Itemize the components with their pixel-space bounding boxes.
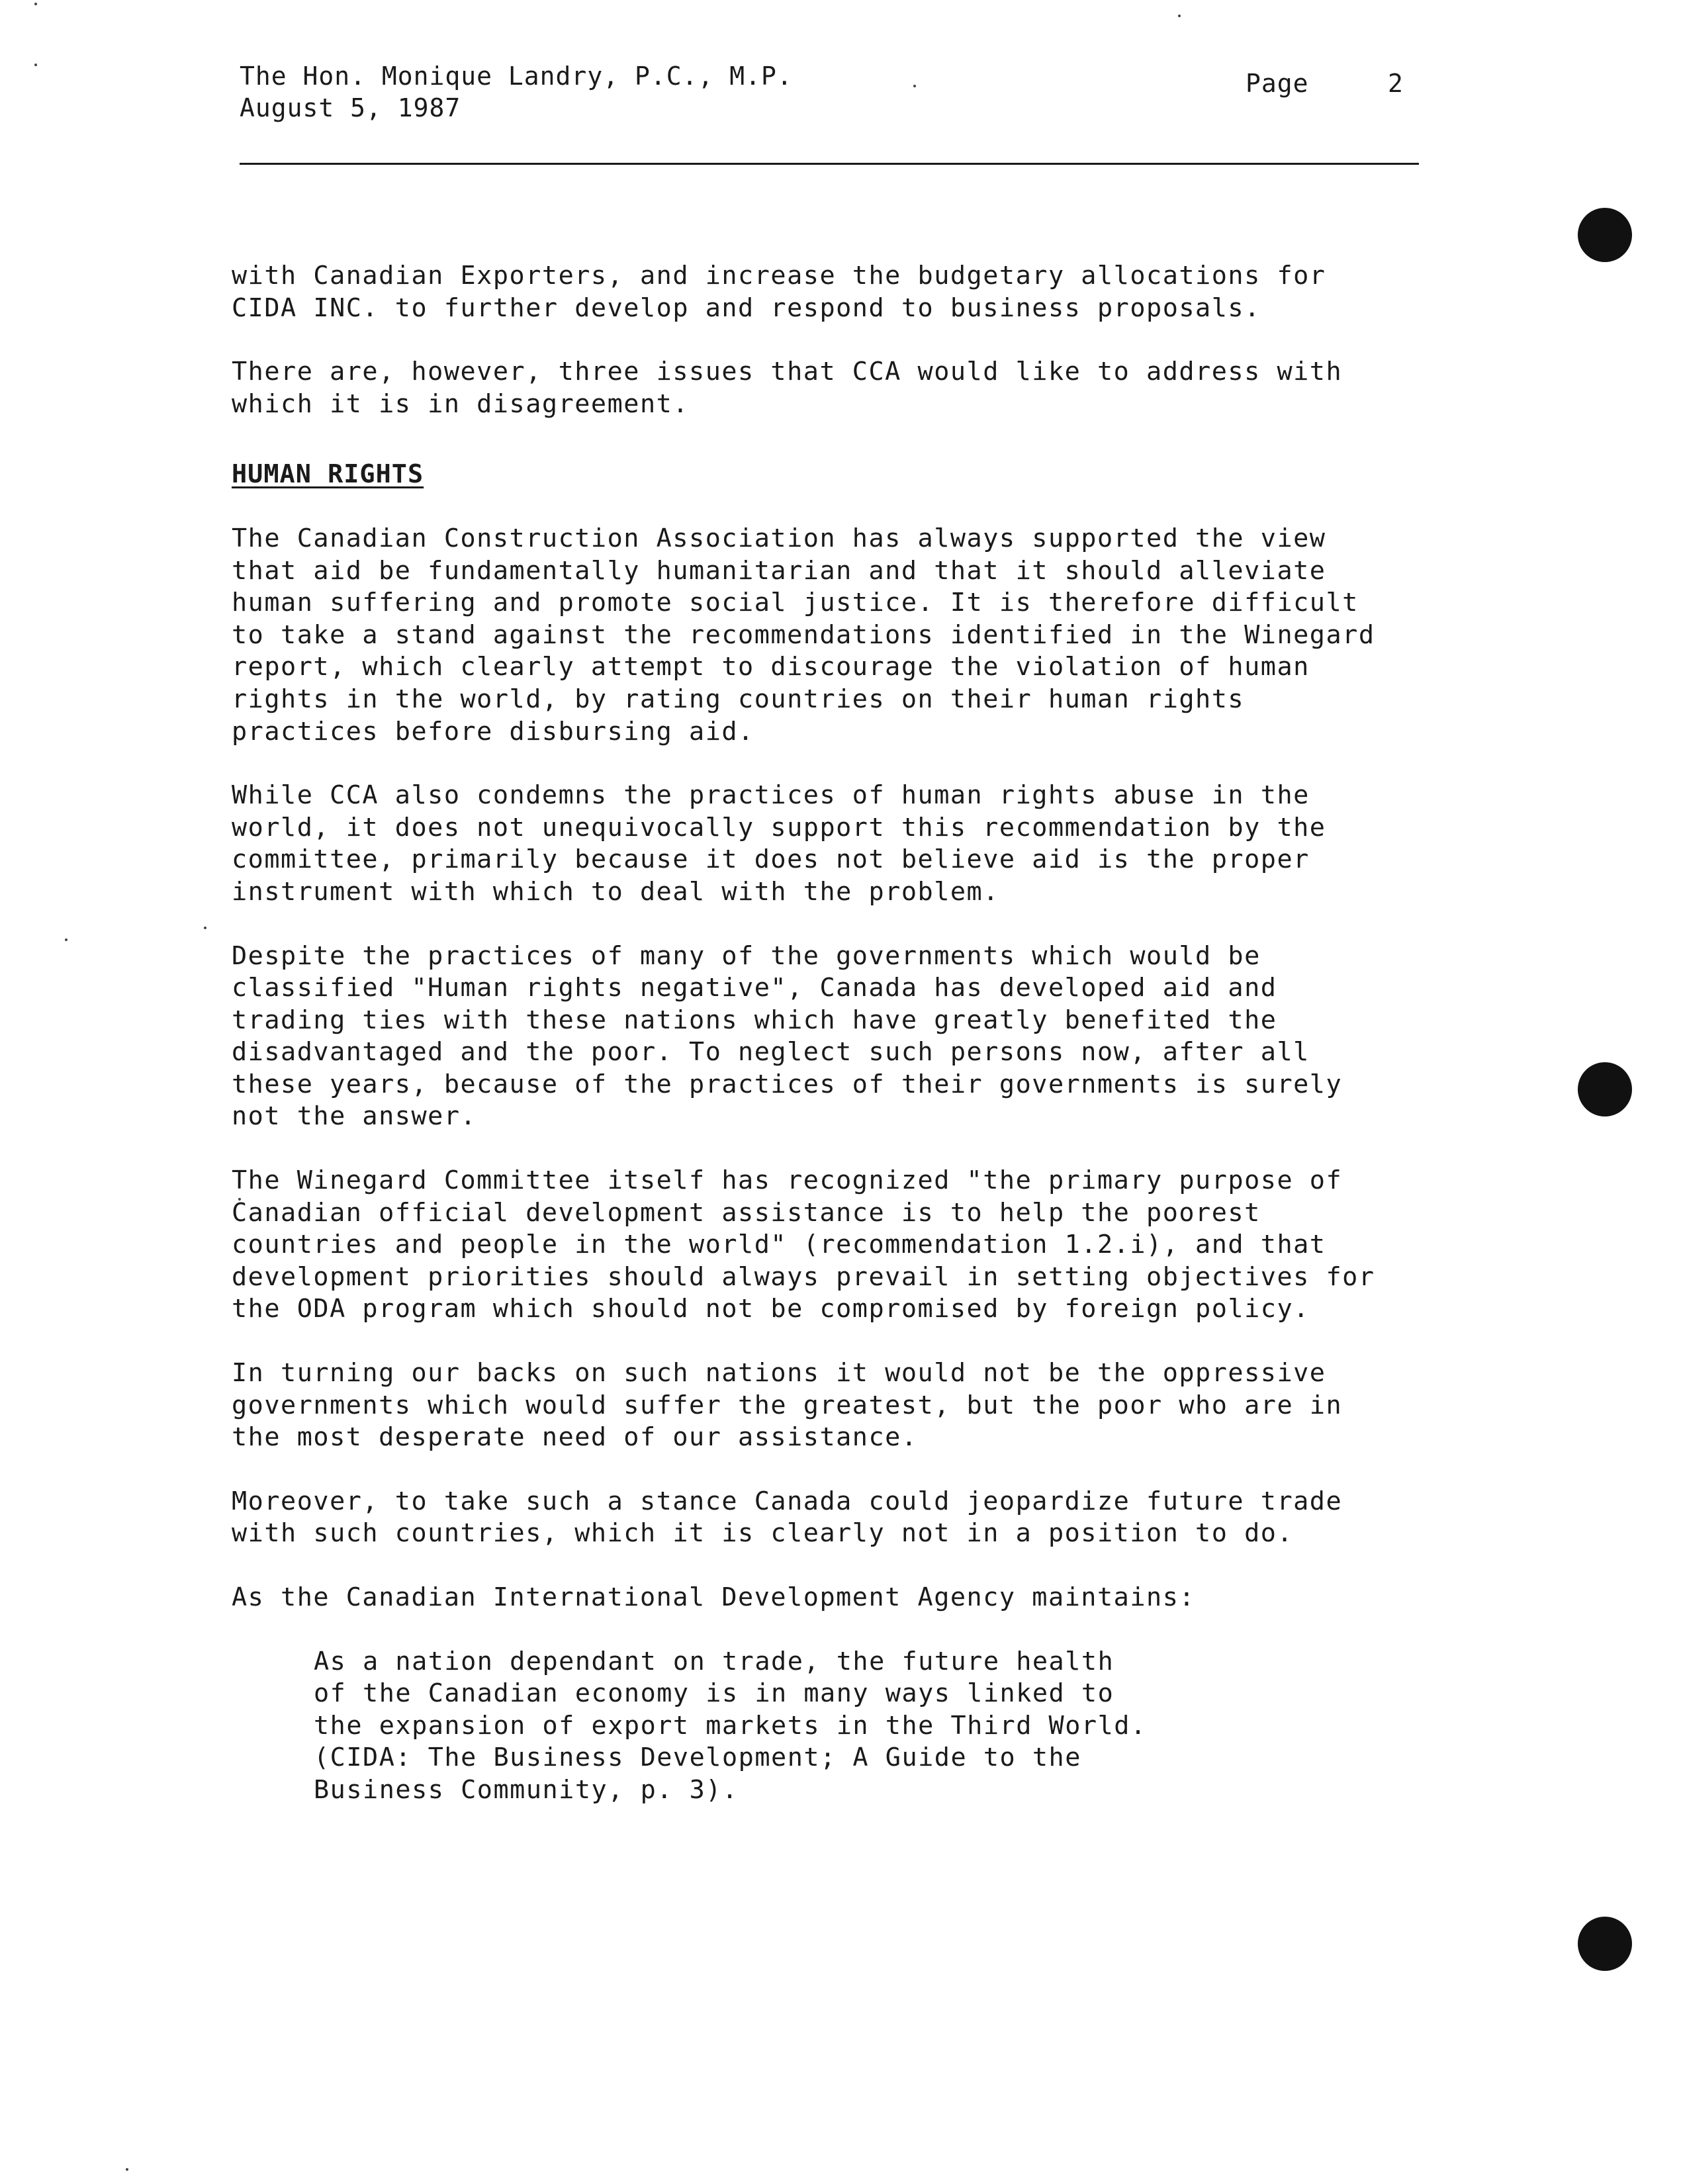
binder-hole-top — [1578, 208, 1632, 262]
section-heading: HUMAN RIGHTS — [232, 459, 424, 490]
page-number: 2 — [1388, 69, 1403, 98]
block-quote: As a nation dependant on trade, the future health of the Canadian economy is in many ways linked to the expansion of export markets in the Third World. (CIDA: The Business Development; A Guide to the Business Community, p. 3). — [314, 1646, 1147, 1805]
paragraph-cca-view: The Canadian Construction Association has always supported the view that aid be fundamentally humanitarian and that it should alleviate human suffering and promote social justice. It is therefore difficult to take a stand against the recommendations identified in the Winegard report, which clearly attempt to discourage the violation of human rights in the world, by rating countries on their human rights practices before disbursing aid. — [232, 523, 1375, 747]
binder-hole-middle — [1578, 1062, 1632, 1116]
scan-speck — [913, 85, 916, 87]
paragraph-turning-backs: In turning our backs on such nations it would not be the oppressive governments which would suffer the greatest, but the poor who are in the most desperate need of our assistance. — [232, 1358, 1343, 1453]
scan-speck — [126, 2168, 128, 2171]
scan-speck — [204, 927, 206, 929]
paragraph-issues: There are, however, three issues that CCA would like to address with which it is in disagreement. — [232, 357, 1343, 419]
binder-hole-bottom — [1578, 1917, 1632, 1971]
paragraph-despite: Despite the practices of many of the governments which would be classified "Human rights negative", Canada has developed aid and trading ties with these nations which have greatly benefited the disadvantaged and the poor. To neglect such persons now, after all these years, because of the practices of their governments is surely not the answer. — [232, 940, 1343, 1132]
scan-speck — [34, 3, 37, 5]
scan-speck — [1178, 15, 1181, 17]
addressee-line: The Hon. Monique Landry, P.C., M.P. — [240, 62, 793, 91]
paragraph-winegard: The Winegard Committee itself has recognized "the primary purpose of Canadian official development assistance is to help the poorest countries and people in the world" (recommendation 1.2.i), and that development priorities should always prevail in setting objectives for the ODA program which should not be compromised by foreign policy. — [232, 1165, 1375, 1324]
header-rule — [240, 163, 1419, 165]
paragraph-exporters: with Canadian Exporters, and increase the budgetary allocations for CIDA INC. to further develop and respond to business proposals. — [232, 261, 1326, 323]
paragraph-cida-intro: As the Canadian International Development Agency maintains: — [232, 1582, 1196, 1612]
paragraph-moreover: Moreover, to take such a stance Canada could jeopardize future trade with such countries, which it is clearly not in a position to do. — [232, 1486, 1343, 1549]
page-label: Page — [1246, 69, 1309, 98]
letter-body — [232, 260, 1443, 1807]
scan-speck — [34, 64, 37, 66]
letter-date: August 5, 1987 — [240, 93, 461, 122]
page-header — [240, 61, 1411, 134]
scan-speck — [65, 938, 68, 941]
paragraph-cca-condemns: While CCA also condemns the practices of human rights abuse in the world, it does not unequivocally support this recommendation by the committee, primarily because it does not believe aid is the proper instrument with which to deal with the problem. — [232, 780, 1326, 907]
